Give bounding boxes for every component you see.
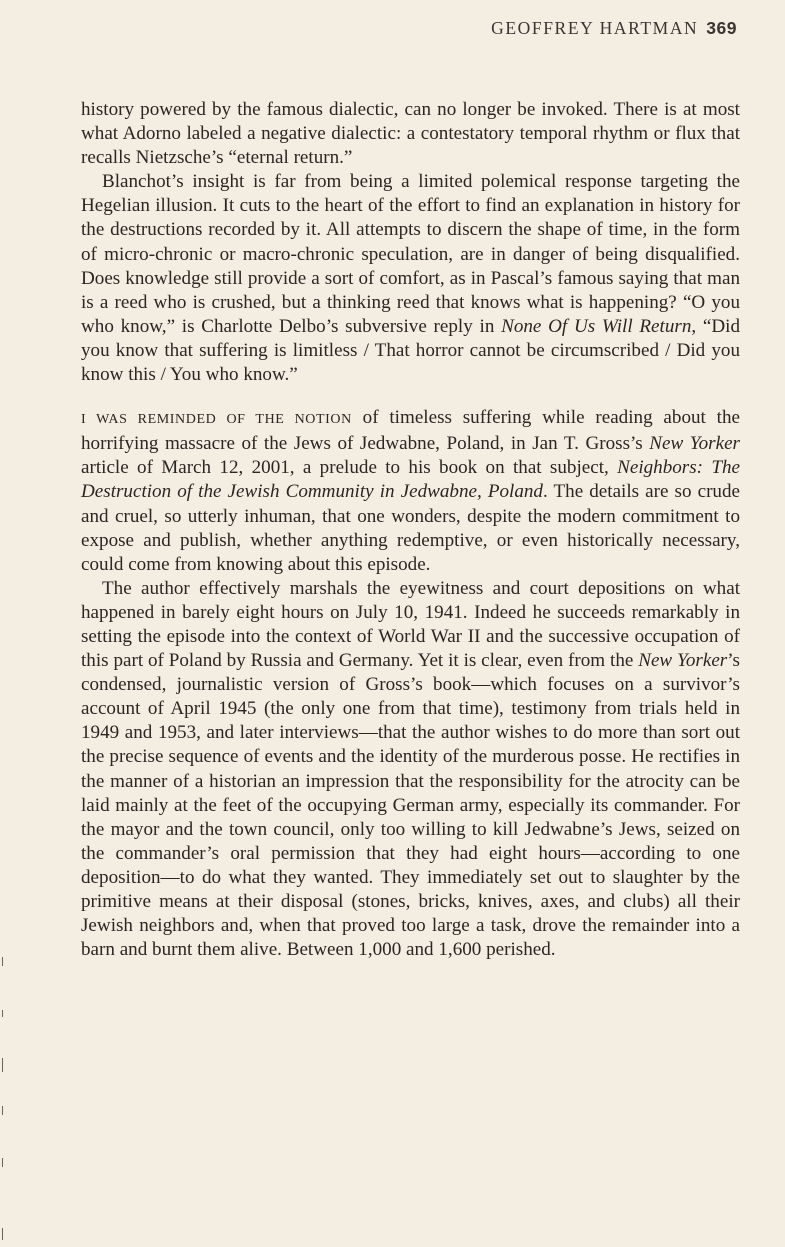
gutter-mark [2, 1158, 3, 1167]
paragraph-1: history powered by the famous dialectic, can no longer be invoked. There is at most what Adorno labeled a negative dialectic: a contestatory temporal rhythm or flux that recalls Nietzsche’s “eternal return.” [81, 99, 740, 169]
magazine-title: New Yorker [649, 433, 740, 455]
running-head [491, 18, 737, 39]
gutter-mark [2, 1106, 3, 1115]
running-head-author: GEOFFREY HARTMAN [491, 18, 699, 38]
magazine-title: New Yorker [638, 650, 728, 672]
gutter-mark [2, 1228, 3, 1240]
gutter-mark [2, 957, 3, 966]
gutter-mark [2, 1058, 3, 1072]
page-number: 369 [706, 18, 737, 38]
book-title-none-of-us-will-return: None Of Us Will Return [501, 315, 692, 337]
body-text [81, 98, 740, 962]
paragraph-3: I WAS REMINDED OF THE NOTION of timeless suffering while reading about the horrifying massacre of the Jews of Jedwabne, Poland, in Jan T. Gross’s New Yorker article of March 12, 2001, a prelude to his book on that subject, Neighbors: The Destruction of the Jewish Community in Jedwabne, Poland. The details are so crude and cruel, so utterly inhuman, that one wonders, despite the modern commitment to expose and publish, whether anything redemptive, or even historically necessary, could come from knowing about this episode. [81, 407, 740, 575]
gutter-mark [2, 1010, 3, 1017]
paragraph-2: Blanchot’s insight is far from being a limited polemical response targeting the Hegelian illusion. It cuts to the heart of the effort to find an explanation in history for the destructions recorded by it. All attempts to discern the shape of time, in the form of micro-chronic or macro-chronic speculation, are in danger of being disqualified. Does knowledge still provide a sort of comfort, as in Pascal’s famous saying that man is a reed who is crushed, but a thinking reed that knows what is happening? “O you who know,” is Charlotte Delbo’s subversive reply in None Of Us Will Return, “Did you know that suffering is limitless / That horror cannot be circumscribed / Did you know this / You who know.” [81, 171, 740, 386]
paragraph-4: The author effectively marshals the eyewitness and court depositions on what happened in barely eight hours on July 10, 1941. Indeed he succeeds remarkably in setting the episode into the context of World War II and the successive occupation of this part of Poland by Russia and Germany. Yet it is clear, even from the New Yorker’s condensed, journalistic version of Gross’s book—which focuses on a survivor’s account of April 1945 (the only one from that time), testimony from trials held in 1949 and 1953, and later interviews—that the author wishes to do more than sort out the precise sequence of events and the identity of the murderous posse. He rectifies in the manner of a historian an impression that the responsibility for the atrocity can be laid mainly at the feet of the occupying German army, especially its commander. For the mayor and the town council, only too willing to kill Jedwabne’s Jews, seized on the commander’s oral permission that they had eight hours—according to one deposition—to do what they wanted. They immediately set out to slaughter by the primitive means at their disposal (stones, bricks, knives, axes, and clubs) all their Jewish neighbors and, when that proved too large a task, drove the remainder into a barn and burnt them alive. Between 1,000 and 1,600 perished. [81, 577, 740, 961]
book-title-neighbors: Neighbors: The Destruction of the Jewish Community in Jedwabne, Poland [81, 457, 740, 503]
section-lead-in: I WAS REMINDED OF THE NOTION [81, 412, 352, 428]
